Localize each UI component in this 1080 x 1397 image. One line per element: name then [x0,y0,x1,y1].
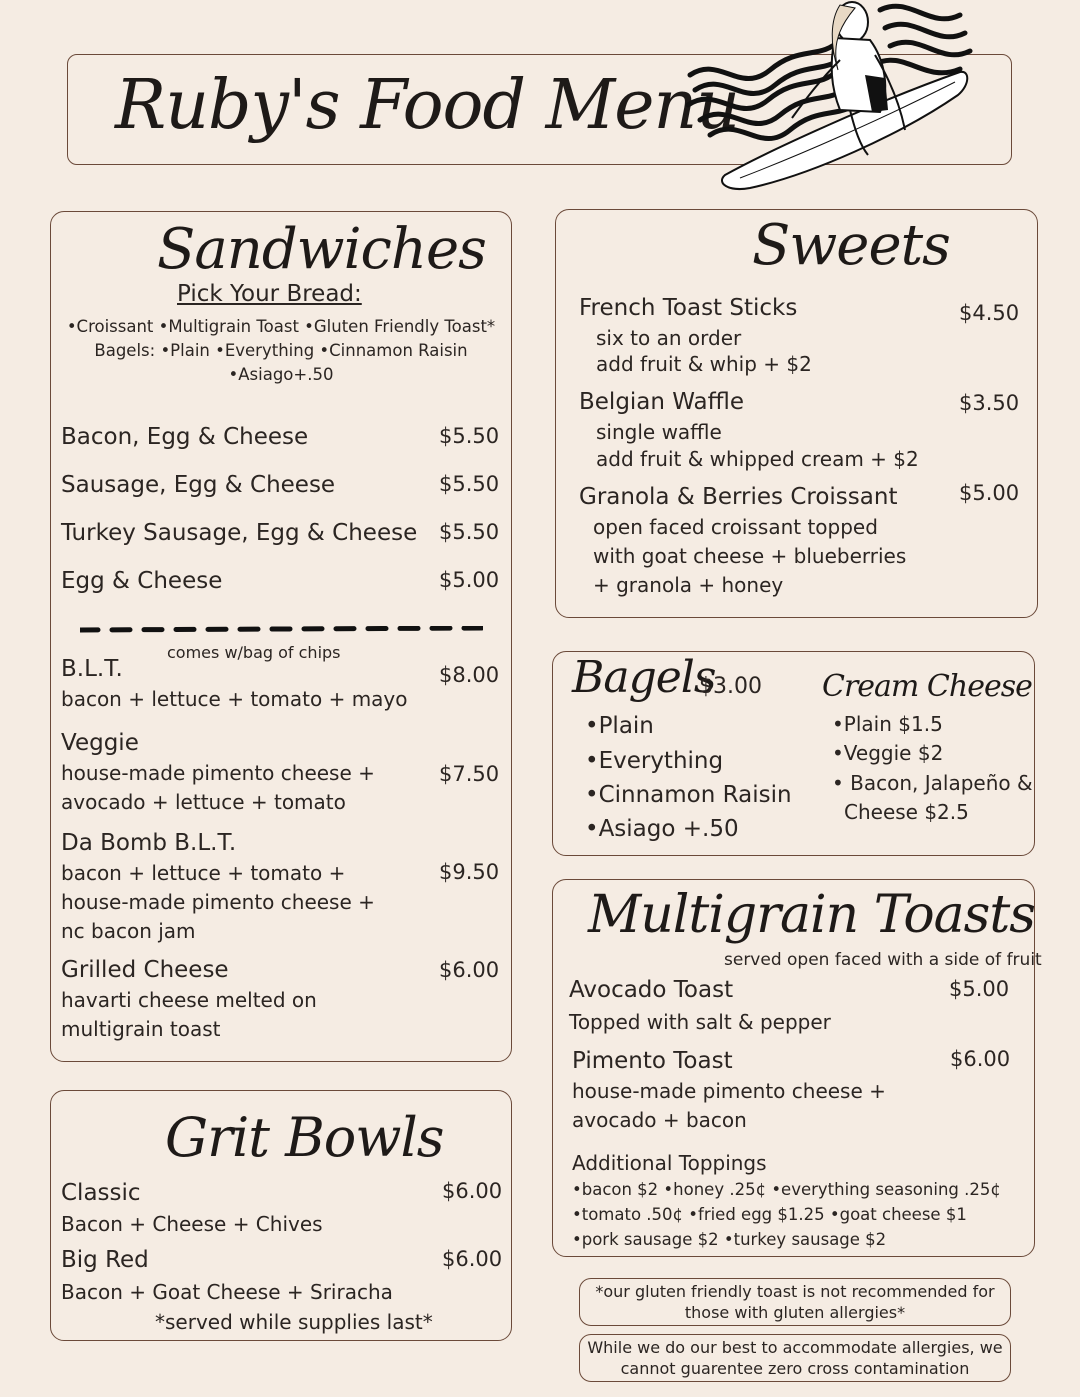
menu-item-desc: add fruit & whip + $2 [596,352,812,376]
dashed-divider [80,626,483,634]
toppings-line: •pork sausage $2 •turkey sausage $2 [572,1230,887,1249]
menu-item-desc: single waffle [596,420,722,444]
cream-cheese-option: • Bacon, Jalapeño & [832,771,1033,795]
bread-heading: Pick Your Bread: [177,281,362,307]
menu-item-price: $6.00 [442,1179,503,1203]
bread-line-3: •Asiago+.50 [228,365,334,384]
menu-item-price: $5.50 [439,472,500,496]
menu-item-desc: nc bacon jam [61,919,196,943]
menu-item-price: $6.00 [442,1247,503,1271]
bagel-option: •Cinnamon Raisin [585,782,792,808]
menu-item-desc: house-made pimento cheese + [61,890,375,914]
menu-item-desc: bacon + lettuce + tomato + [61,861,346,885]
menu-item-name: Egg & Cheese [61,568,223,594]
menu-item-desc: avocado + lettuce + tomato [61,790,346,814]
gluten-note-line: those with gluten allergies* [684,1303,906,1322]
menu-item-price: $5.00 [949,977,1010,1001]
menu-item-name: Classic [61,1180,141,1206]
allergy-note-line: While we do our best to accommodate allergies, we [587,1338,1003,1357]
cream-cheese-option: Cheese $2.5 [844,800,969,824]
grit-bowls-title: Grit Bowls [165,1106,444,1169]
menu-item-desc: + granola + honey [593,573,784,597]
toppings-line: •tomato .50¢ •fried egg $1.25 •goat cheese $1 [572,1205,967,1224]
cream-cheese-title: Cream Cheese [822,669,1032,704]
gluten-note-line: *our gluten friendly toast is not recommended for [595,1282,995,1301]
menu-item-name: Avocado Toast [569,977,734,1003]
cream-cheese-option: •Plain $1.5 [832,712,943,736]
menu-item-price: $5.00 [959,481,1020,505]
cream-cheese-option: •Veggie $2 [832,741,944,765]
menu-item-desc: havarti cheese melted on [61,988,317,1012]
bagel-option: •Plain [585,713,654,739]
menu-item-name: Da Bomb B.L.T. [61,830,237,856]
sandwiches-title: Sandwiches [157,217,486,282]
menu-item-name: Belgian Waffle [579,389,745,415]
menu-item-price: $8.00 [439,663,500,687]
menu-item-name: B.L.T. [61,656,123,682]
bagel-option: •Everything [585,748,724,774]
menu-item-price: $5.00 [439,568,500,592]
menu-item-price: $6.00 [950,1047,1011,1071]
menu-item-name: Pimento Toast [572,1048,733,1074]
menu-item-desc: house-made pimento cheese + [61,761,375,785]
menu-item-name: Grilled Cheese [61,957,229,983]
menu-item-price: $7.50 [439,762,500,786]
bread-line-1: •Croissant •Multigrain Toast •Gluten Friendly Toast* [66,317,496,336]
menu-item-desc: Topped with salt & pepper [569,1010,831,1034]
menu-item-price: $4.50 [959,301,1020,325]
bread-line-2: Bagels: •Plain •Everything •Cinnamon Raisin [94,341,468,360]
menu-item-price: $3.50 [959,391,1020,415]
toppings-line: •bacon $2 •honey .25¢ •everything seasoning .25¢ [572,1180,1001,1199]
bagel-option: •Asiago +.50 [585,816,739,842]
allergy-note-line: cannot guarentee zero cross contamination [620,1359,970,1378]
menu-item-price: $5.50 [439,520,500,544]
menu-item-desc: add fruit & whipped cream + $2 [596,447,919,471]
menu-item-desc: Bacon + Goat Cheese + Sriracha [61,1280,393,1304]
menu-item-desc: with goat cheese + blueberries [593,544,907,568]
menu-item-name: Granola & Berries Croissant [579,484,898,510]
toppings-heading: Additional Toppings [572,1151,767,1175]
menu-item-price: $5.50 [439,424,500,448]
page-title: Ruby's Food Menu [115,66,740,145]
menu-item-name: Veggie [61,730,139,756]
supplies-note: *served while supplies last* [155,1310,433,1334]
bagels-title: Bagels [572,652,716,703]
menu-item-desc: bacon + lettuce + tomato + mayo [61,687,408,711]
bagels-price: $3.00 [699,674,762,699]
menu-item-desc: house-made pimento cheese + [572,1079,886,1103]
menu-item-desc: multigrain toast [61,1017,221,1041]
menu-item-desc: avocado + bacon [572,1108,747,1132]
menu-item-desc: six to an order [596,326,742,350]
toasts-title: Multigrain Toasts [588,885,1035,945]
menu-item-name: Bacon, Egg & Cheese [61,424,309,450]
toasts-subtitle: served open faced with a side of fruit [724,950,1042,970]
menu-item-name: Big Red [61,1247,149,1273]
menu-item-name: French Toast Sticks [579,295,798,321]
menu-item-price: $9.50 [439,860,500,884]
chips-note: comes w/bag of chips [167,643,341,662]
surfer-illustration [680,0,980,195]
menu-item-price: $6.00 [439,958,500,982]
menu-item-name: Sausage, Egg & Cheese [61,472,336,498]
menu-item-name: Turkey Sausage, Egg & Cheese [61,520,418,546]
sweets-title: Sweets [752,213,950,278]
menu-item-desc: Bacon + Cheese + Chives [61,1212,323,1236]
menu-item-desc: open faced croissant topped [593,515,878,539]
